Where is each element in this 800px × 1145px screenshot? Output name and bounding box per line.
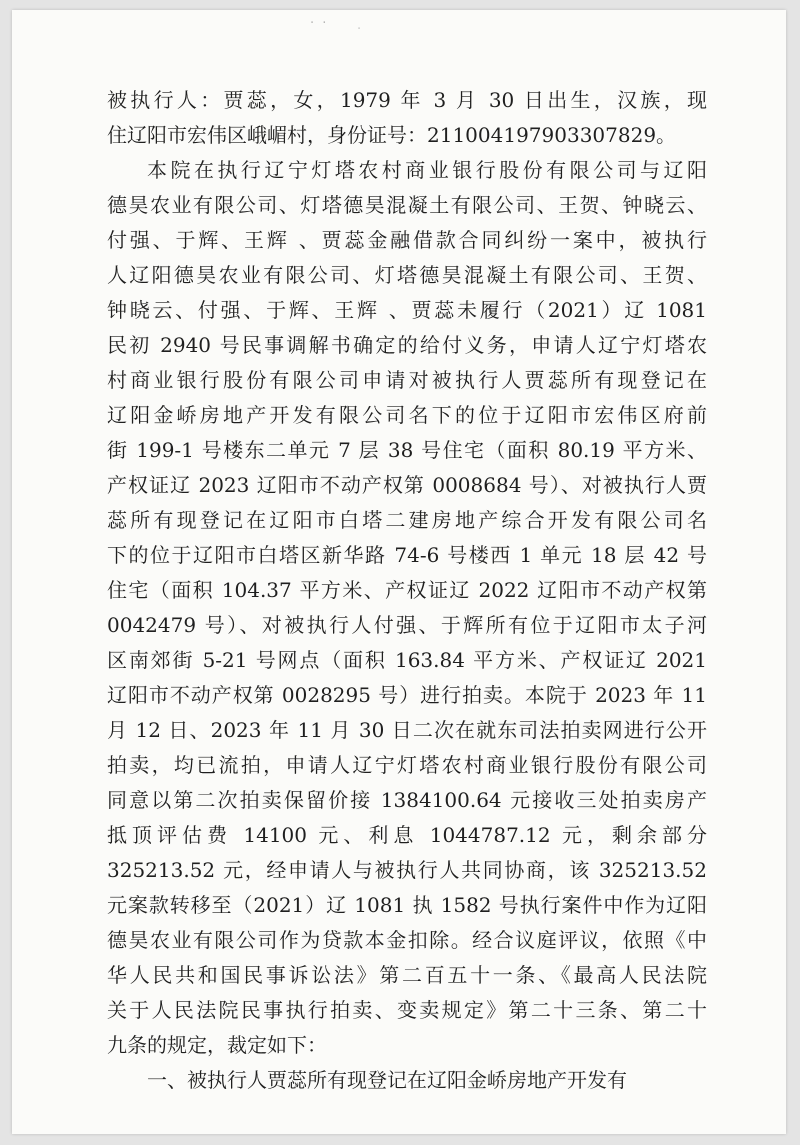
text-line: 拍卖，均已流拍，申请人辽宁灯塔农村商业银行股份有限公司 bbox=[107, 753, 707, 777]
text-line: 区南郊街 5-21 号网点（面积 163.84 平方米、产权证辽 2021 bbox=[107, 648, 707, 672]
scan-mark: · bbox=[357, 22, 364, 37]
text-line: 蕊所有现登记在辽阳市白塔二建房地产综合开发有限公司名 bbox=[107, 508, 707, 532]
text-line: 街 199-1 号楼东二单元 7 层 38 号住宅（面积 80.19 平方米、 bbox=[107, 438, 707, 462]
text-line: 本院在执行辽宁灯塔农村商业银行股份有限公司与辽阳 bbox=[147, 158, 707, 182]
text-line: 村商业银行股份有限公司申请对被执行人贾蕊所有现登记在 bbox=[107, 368, 707, 392]
text-line: 元案款转移至（2021）辽 1081 执 1582 号执行案件中作为辽阳 bbox=[107, 893, 707, 917]
text-line: 辽阳金峤房地产开发有限公司名下的位于辽阳市宏伟区府前 bbox=[107, 403, 707, 427]
text-line: 关于人民法院民事执行拍卖、变卖规定》第二十三条、第二十 bbox=[107, 998, 707, 1022]
document-page bbox=[12, 10, 786, 1134]
text-line: 德昊农业有限公司作为贷款本金扣除。经合议庭评议，依照《中 bbox=[107, 928, 707, 952]
text-line: 付强、于辉、王辉 、贾蕊金融借款合同纠纷一案中，被执行 bbox=[107, 228, 707, 252]
text-line: 下的位于辽阳市白塔区新华路 74-6 号楼西 1 单元 18 层 42 号 bbox=[107, 543, 707, 567]
text-line: 0042479 号）、对被执行人付强、于辉所有位于辽阳市太子河 bbox=[107, 613, 707, 637]
text-line: 华人民共和国民事诉讼法》第二百五十一条、《最高人民法院 bbox=[107, 963, 707, 987]
text-line: 九条的规定，裁定如下： bbox=[107, 1033, 327, 1057]
text-line: 被执行人：贾蕊，女，1979 年 3 月 30 日出生，汉族，现 bbox=[107, 88, 707, 112]
text-line: 辽阳市不动产权第 0028295 号）进行拍卖。本院于 2023 年 11 bbox=[107, 683, 707, 707]
text-line: 325213.52 元，经申请人与被执行人共同协商，该 325213.52 bbox=[107, 858, 707, 882]
scan-mark: · · bbox=[310, 16, 329, 31]
text-line: 一、被执行人贾蕊所有现登记在辽阳金峤房地产开发有 bbox=[147, 1068, 627, 1092]
text-line: 钟晓云、付强、于辉、王辉 、贾蕊未履行（2021）辽 1081 bbox=[107, 298, 707, 322]
text-line: 抵顶评估费 14100 元、利息 1044787.12 元，剩余部分 bbox=[107, 823, 707, 847]
text-line: 德昊农业有限公司、灯塔德昊混凝土有限公司、王贺、钟晓云、 bbox=[107, 193, 707, 217]
text-line: 产权证辽 2023 辽阳市不动产权第 0008684 号）、对被执行人贾 bbox=[107, 473, 707, 497]
text-line: 民初 2940 号民事调解书确定的给付义务，申请人辽宁灯塔农 bbox=[107, 333, 707, 357]
text-line: 住辽阳市宏伟区峨嵋村，身份证号：211004197903307829。 bbox=[107, 123, 677, 147]
text-line: 住宅（面积 104.37 平方米、产权证辽 2022 辽阳市不动产权第 bbox=[107, 578, 707, 602]
text-line: 月 12 日、2023 年 11 月 30 日二次在就东司法拍卖网进行公开 bbox=[107, 718, 707, 742]
text-line: 人辽阳德昊农业有限公司、灯塔德昊混凝土有限公司、王贺、 bbox=[107, 263, 707, 287]
text-line: 同意以第二次拍卖保留价接 1384100.64 元接收三处拍卖房产 bbox=[107, 788, 707, 812]
